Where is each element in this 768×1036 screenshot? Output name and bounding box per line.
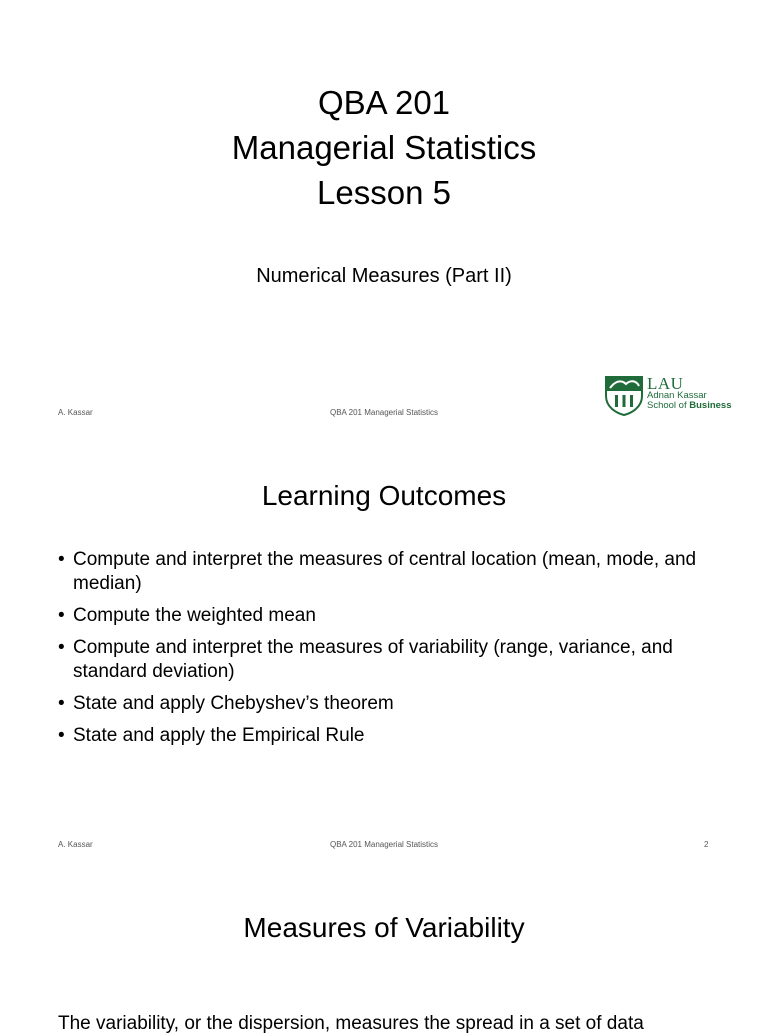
logo-lau-text: LAU <box>647 374 684 393</box>
lesson-subtitle: Numerical Measures (Part II) <box>256 265 512 287</box>
footer-page-number: 2 <box>704 840 709 849</box>
slide-measures-of-variability <box>0 864 768 1034</box>
list-item: • State and apply Chebyshev’s theorem <box>58 692 708 716</box>
slide-title-block <box>0 80 768 215</box>
body-text: The variability, or the dispersion, measures the spread in a set of data <box>58 1013 644 1034</box>
course-code: QBA 201 <box>317 84 451 121</box>
lesson-number: Lesson 5 <box>317 174 451 211</box>
footer-course: QBA 201 Managerial Statistics <box>329 408 439 417</box>
list-item: • State and apply the Empirical Rule <box>58 724 708 748</box>
outcomes-list <box>58 548 708 756</box>
list-item: • Compute and interpret the measures of central location (mean, mode, and median) <box>58 548 708 596</box>
slide-learning-outcomes <box>0 432 768 864</box>
course-name: Managerial Statistics <box>231 129 537 166</box>
footer-author: A. Kassar <box>58 840 93 849</box>
slide-heading: Learning Outcomes <box>261 480 507 511</box>
logo-school-text: Adnan Kassar School of Business <box>647 390 732 411</box>
list-item: • Compute and interpret the measures of variability (range, variance, and standard deviation) <box>58 636 708 684</box>
list-item: • Compute the weighted mean <box>58 604 708 628</box>
footer-author: A. Kassar <box>58 408 93 417</box>
slide-title <box>0 0 768 432</box>
footer-course: QBA 201 Managerial Statistics <box>329 840 439 849</box>
slide-heading: Measures of Variability <box>243 912 525 943</box>
